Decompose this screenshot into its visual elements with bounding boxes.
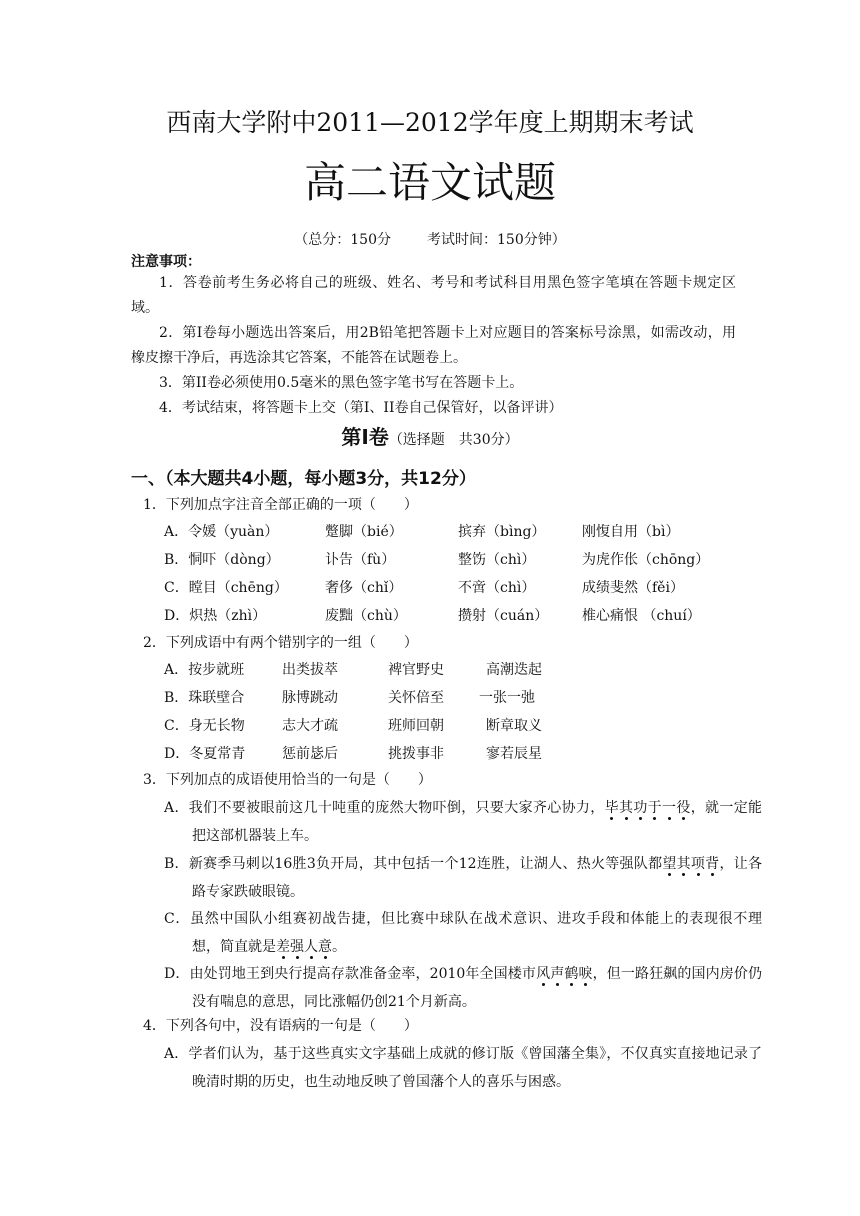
q1-stem: 1．下列加点字注音全部正确的一项（ ） <box>143 497 418 513</box>
section1-heading: 一、（本大题共4小题，每小题3分，共12分） <box>131 469 476 489</box>
q2-a-4: 高潮迭起 <box>486 662 542 678</box>
q3-option-b: B．新赛季马刺以16胜3负开局，其中包括一个12连胜，让湖人、热火等强队都望其项背，让各路专家跌破眼镜。 <box>164 856 763 900</box>
q3-option-a: A．我们不要被眼前这几十吨重的庞然大物吓倒，只要大家齐心协力，毕其功于一役，就一定能把这部机器装上车。 <box>164 800 763 844</box>
q1-c-2: 奢侈（chǐ） <box>325 580 403 596</box>
q3-option-d: D．由处罚地王到央行提高存款准备金率，2010年全国楼市风声鹤唳，但一路狂飙的国内房价仍没有喘息的意思，同比涨幅仍创21个月新高。 <box>164 966 763 1010</box>
q1-a-2: 蹩脚（bié） <box>325 524 403 540</box>
q1-a-4: 刚愎自用（bì） <box>582 524 680 540</box>
q4-option-a: A．学者们认为，基于这些真实文字基础上成就的修订版《曾国藩全集》，不仅真实直接地记录了晚清时期的历史，也生动地反映了曾国藩个人的喜乐与困惑。 <box>164 1046 762 1090</box>
q2-row-d <box>164 742 744 766</box>
exam-title: 西南大学附中2011—2012学年度上期期末考试 <box>166 108 694 137</box>
q2-b-2: 脉博跳动 <box>282 690 338 706</box>
q2-a-1: A．按步就班 <box>164 662 245 678</box>
q2-c-3: 班师回朝 <box>388 718 444 734</box>
q2-d-2: 惩前毖后 <box>282 746 338 762</box>
q3-a-idiom: 毕其功于一役 <box>604 800 691 816</box>
q2-d-4: 寥若辰星 <box>486 746 542 762</box>
exam-meta <box>0 230 860 250</box>
q1-b-2: 讣告（fù） <box>325 552 396 568</box>
q1-b-3: 整饬（chì） <box>458 552 536 568</box>
q2-c-2: 志大才疏 <box>282 718 338 734</box>
q1-a-1: A．令媛（yuàn） <box>164 524 279 540</box>
part1-heading <box>0 422 860 455</box>
q2-row-c <box>164 714 744 738</box>
q3-stem: 3．下列加点的成语使用恰当的一句是（ ） <box>143 772 432 788</box>
q3-c-idiom: 差强人意 <box>276 939 332 955</box>
q1-c-1: C．瞠目（chēng） <box>164 580 288 596</box>
q2-b-4: 一张一弛 <box>479 690 535 706</box>
notes-heading: 注意事项： <box>131 254 201 270</box>
q2-d-1: D．冬夏常青 <box>164 746 246 762</box>
q1-d-2: 废黜（chù） <box>325 608 407 624</box>
q2-c-1: C．身无长物 <box>164 718 245 734</box>
q1-c-3: 不啻（chì） <box>458 580 536 596</box>
subject-title: 高二语文试题 <box>303 158 556 207</box>
q3-d-idiom: 风声鹤唳 <box>536 966 593 982</box>
q1-b-4: 为虎作伥（chōng） <box>582 552 710 568</box>
q2-row-b <box>164 686 744 710</box>
part1-title: 第Ⅰ卷 <box>341 425 389 449</box>
q2-b-3: 关怀倍至 <box>388 690 444 706</box>
total-score: （总分：150分 <box>294 232 391 248</box>
note-item-4: 4．考试结束，将答题卡上交（第I、II卷自己保管好，以备评讲） <box>159 400 563 416</box>
q2-b-1: B．珠联壁合 <box>164 690 245 706</box>
note-item-3: 3．第II卷必须使用0.5毫米的黑色签字笔书写在答题卡上。 <box>159 375 524 391</box>
note-item-1: 1．答卷前考生务必将自己的班级、姓名、考号和考试科目用黑色签字笔填在答题卡规定区域。 <box>131 275 736 316</box>
q1-b-1: B．恫吓（dòng） <box>164 552 280 568</box>
q4-stem: 4．下列各句中，没有语病的一句是（ ） <box>143 1018 418 1034</box>
q2-d-3: 挑拨事非 <box>388 746 444 762</box>
q2-row-a <box>164 658 744 682</box>
q3-b-idiom: 望其项背 <box>662 856 720 872</box>
q1-c-4: 成绩斐然（fěi） <box>582 580 684 596</box>
q2-a-3: 裨官野史 <box>388 662 444 678</box>
q1-row-d <box>164 604 744 628</box>
q1-d-4: 椎心痛恨 （chuí） <box>582 608 701 624</box>
q2-c-4: 断章取义 <box>486 718 542 734</box>
q2-a-2: 出类拔萃 <box>282 662 338 678</box>
q1-row-a <box>164 520 744 544</box>
q1-d-3: 攒射（cuán） <box>458 608 549 624</box>
note-item-2: 2．第I卷每小题选出答案后，用2B铅笔把答题卡上对应题目的答案标号涂黑，如需改动，用橡皮擦干净后，再选涂其它答案，不能答在试题卷上。 <box>131 325 736 366</box>
q3-option-c: C．虽然中国队小组赛初战告捷，但比赛中球队在战术意识、进攻手段和体能上的表现很不理想，简直就是差强人意。 <box>164 911 762 955</box>
part1-subtitle: （选择题 共30分） <box>388 432 519 448</box>
q2-stem: 2．下列成语中有两个错别字的一组（ ） <box>143 635 418 651</box>
q1-row-b <box>164 548 744 572</box>
exam-time: 考试时间：150分钟） <box>427 232 566 248</box>
q1-d-1: D．炽热（zhì） <box>164 608 267 624</box>
q1-a-3: 摈弃（bìng） <box>458 524 546 540</box>
q1-row-c <box>164 576 744 600</box>
